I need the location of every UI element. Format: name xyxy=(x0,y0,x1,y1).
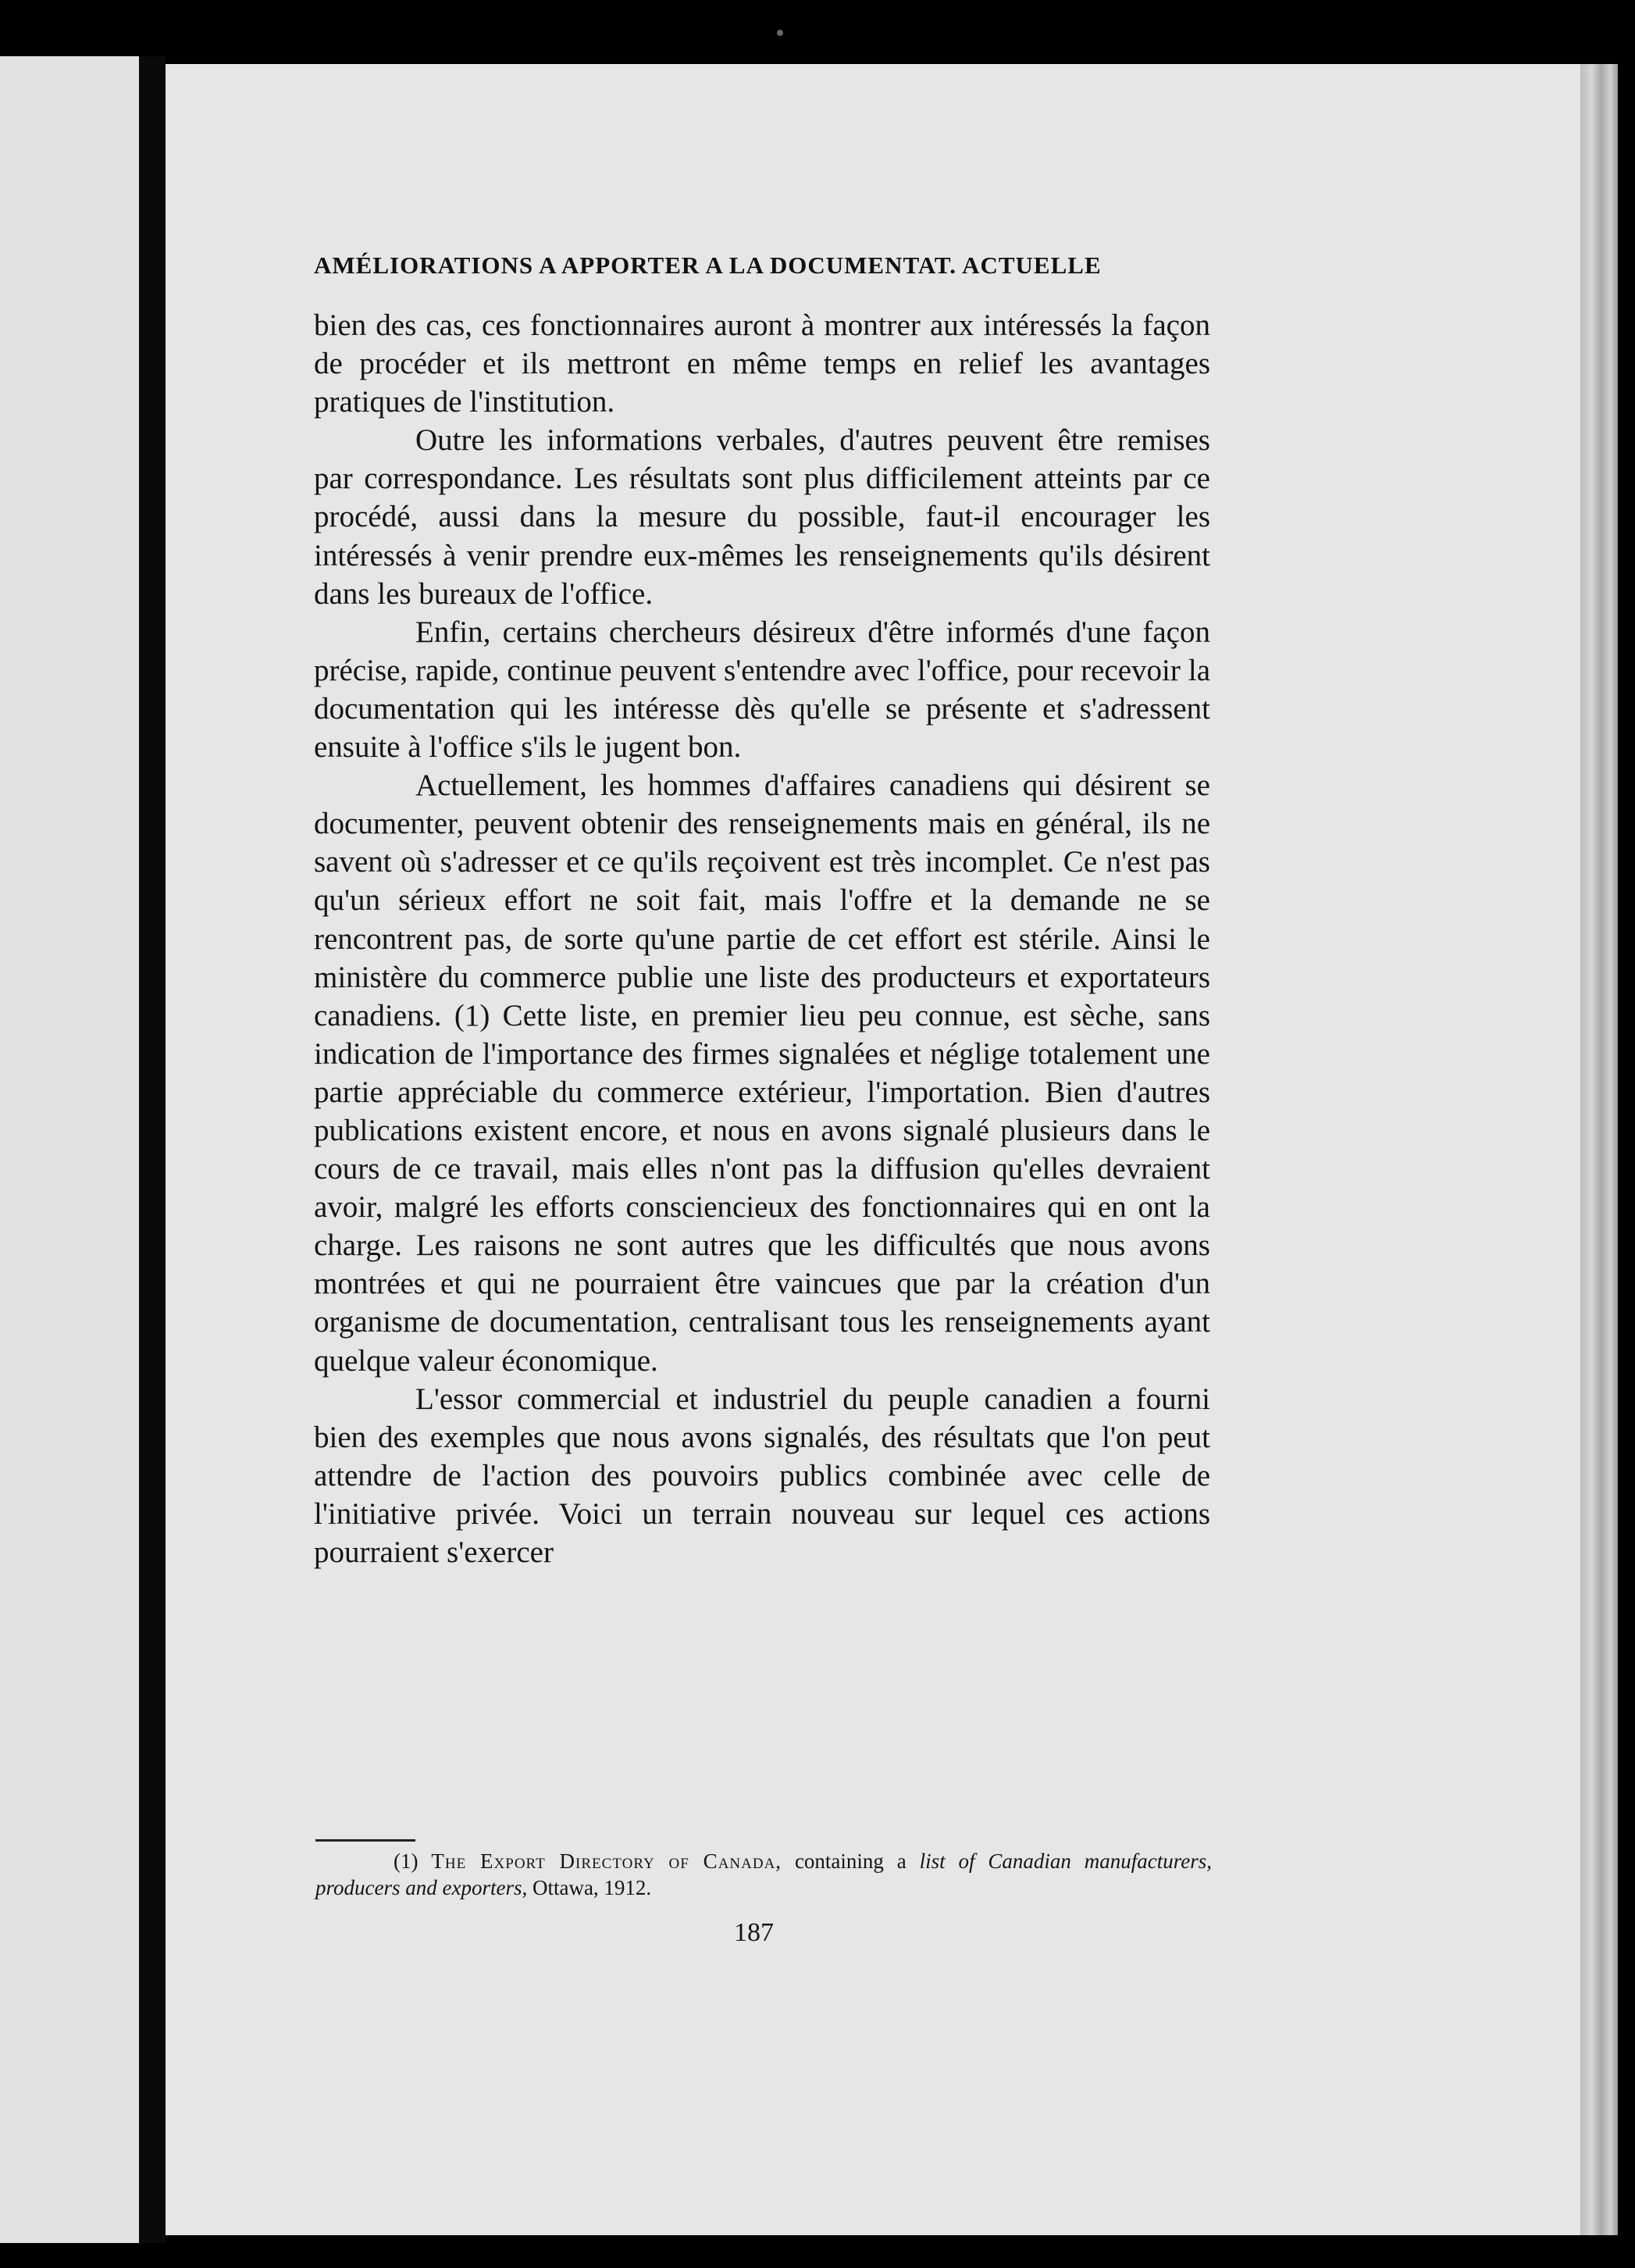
page-number: 187 xyxy=(734,1918,774,1947)
footnote-end: Ottawa, 1912. xyxy=(532,1876,652,1899)
facing-page-edge xyxy=(0,56,139,2243)
footnote-italic-text: list of Canadian manufacturers, producers and exporters, xyxy=(315,1849,1213,1899)
book-gutter xyxy=(139,56,166,2243)
body-text xyxy=(314,306,1210,1571)
footnote-text: containing a xyxy=(794,1849,907,1873)
paragraph: bien des cas, ces fonctionnaires auront à montrer aux intéressés la façon de procéder et ils mettront en même temps en relief les avantages pratiques de l'institution. xyxy=(314,308,1210,419)
paragraph: Outre les informations verbales, d'autres peuvent être remises par correspondance. Les résultats sont plus difficilement atteints par ce procédé, aussi dans la mesure du possible, faut-il encourager les intéressés à venir prendre eux-mêmes les renseignements qu'ils désirent dans les bureaux de l'office. xyxy=(314,423,1210,611)
paragraph: L'essor commercial et industriel du peuple canadien a fourni bien des exemples que nous avons signalés, des résultats que l'on peut attendre de l'action des pouvoirs publics combinée avec celle de l'initiative privée. Voici un terrain nouveau sur lequel ces actions pourraient s'exercer xyxy=(314,1382,1210,1569)
footnote-rule xyxy=(315,1839,415,1842)
paragraph: Actuellement, les hommes d'affaires canadiens qui désirent se documenter, peuvent obtenir des renseignements mais en général, ils ne savent où s'adresser et ce qu'ils reçoivent est très incomplet. Ce n'est pas qu'un sérieux effort ne soit fait, mais l'offre et la demande ne se rencontrent pas, de sorte qu'une partie de cet effort est stérile. Ainsi le ministère du commerce publie une liste des producteurs et exportateurs canadiens. (1) Cette liste, en premier lieu peu connue, est sèche, sans indication de l'importance des firmes signalées et néglige totalement une partie appréciable du commerce extérieur, l'importation. Bien d'autres publications existent encore, et nous en avons signalé plusieurs dans le cours de ce travail, mais elles n'ont pas la diffusion qu'elles devraient avoir, malgré les efforts consciencieux des fonctionnaires qui en ont la charge. Les raisons ne sont autres que les difficultés que nous avons montrées et qui ne pourraient être vaincues que par la création d'un organisme de documentation, centralisant tous les renseignements ayant quelque valeur économique. xyxy=(314,768,1210,1378)
footnote xyxy=(315,1848,1212,1901)
footnote-marker: (1) xyxy=(394,1849,419,1873)
page-block-edge xyxy=(1580,64,1618,2235)
running-head: AMÉLIORATIONS A APPORTER A LA DOCUMENTAT. ACTUELLE xyxy=(314,251,1102,279)
paragraph: Enfin, certains chercheurs désireux d'être informés d'une façon précise, rapide, continue peuvent s'entendre avec l'office, pour recevoir la documentation qui les intéresse dès qu'elle se présente et s'adressent ensuite à l'office s'ils le jugent bon. xyxy=(314,615,1210,765)
footnote-title: The Export Directory of Canada, xyxy=(431,1849,782,1873)
scan-speck xyxy=(777,30,783,36)
